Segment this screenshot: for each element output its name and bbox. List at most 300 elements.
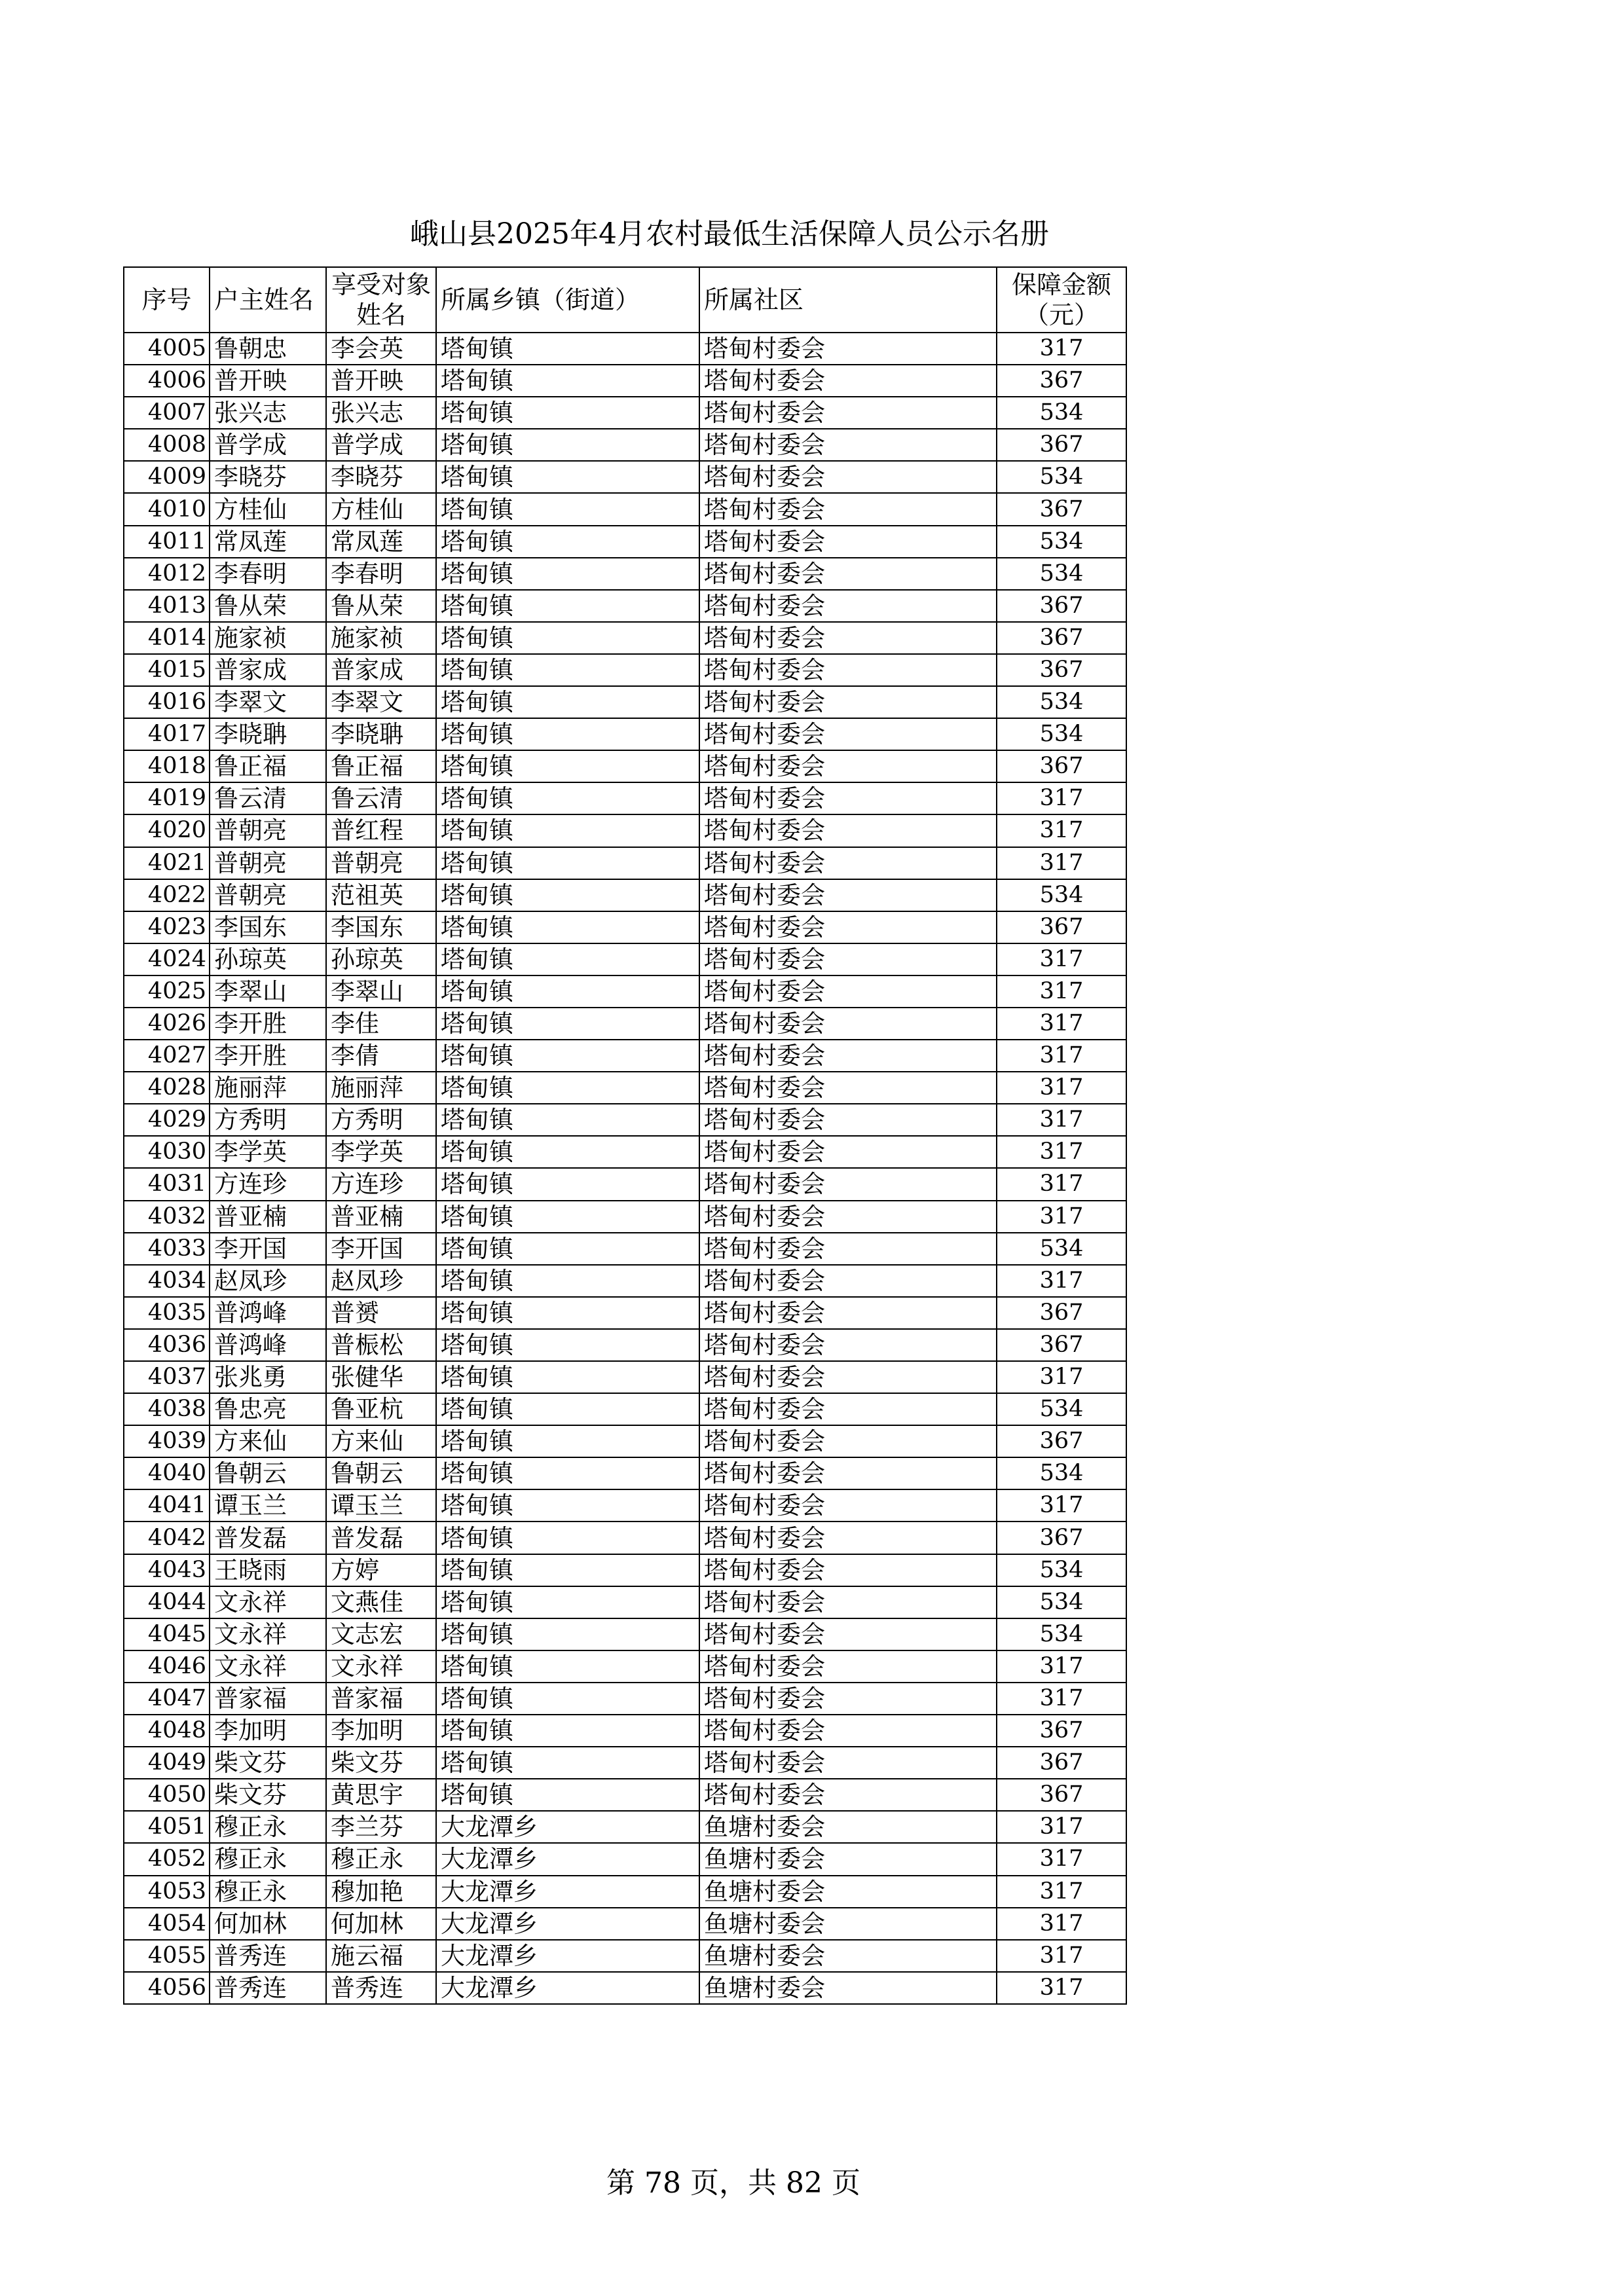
serial-cell: 4016 (124, 686, 210, 718)
township-cell: 塔甸镇 (436, 975, 699, 1008)
amount-cell: 317 (997, 1940, 1126, 1972)
household-head-cell: 赵凤珍 (210, 1265, 326, 1297)
community-cell: 塔甸村委会 (699, 814, 997, 847)
community-cell: 塔甸村委会 (699, 1104, 997, 1136)
amount-cell: 367 (997, 911, 1126, 943)
household-head-cell: 李晓芬 (210, 461, 326, 493)
household-head-cell: 李翠文 (210, 686, 326, 718)
household-head-cell: 穆正永 (210, 1876, 326, 1908)
amount-cell: 367 (997, 654, 1126, 686)
table-row (124, 1201, 1126, 1233)
community-cell: 塔甸村委会 (699, 590, 997, 622)
household-head-cell: 普朝亮 (210, 879, 326, 911)
table-row (124, 943, 1126, 975)
serial-cell: 4024 (124, 943, 210, 975)
serial-cell: 4018 (124, 750, 210, 782)
beneficiary-cell: 普桭松 (326, 1329, 436, 1361)
serial-cell: 4050 (124, 1779, 210, 1811)
serial-cell: 4023 (124, 911, 210, 943)
community-cell: 塔甸村委会 (699, 365, 997, 397)
community-cell: 塔甸村委会 (699, 911, 997, 943)
community-cell: 塔甸村委会 (699, 1297, 997, 1329)
table-row (124, 782, 1126, 814)
household-head-cell: 普学成 (210, 429, 326, 461)
serial-cell: 4052 (124, 1843, 210, 1875)
township-cell: 大龙潭乡 (436, 1811, 699, 1843)
community-cell: 塔甸村委会 (699, 493, 997, 525)
township-cell: 塔甸镇 (436, 622, 699, 654)
amount-cell: 367 (997, 1779, 1126, 1811)
serial-cell: 4029 (124, 1104, 210, 1136)
household-head-cell: 普鸿峰 (210, 1297, 326, 1329)
township-cell: 塔甸镇 (436, 558, 699, 590)
table-row (124, 1393, 1126, 1425)
table-row (124, 1297, 1126, 1329)
serial-cell: 4042 (124, 1522, 210, 1554)
beneficiary-cell: 普家成 (326, 654, 436, 686)
household-head-cell: 文永祥 (210, 1586, 326, 1618)
community-cell: 塔甸村委会 (699, 1361, 997, 1393)
amount-cell: 317 (997, 1876, 1126, 1908)
amount-cell: 317 (997, 1136, 1126, 1168)
community-cell: 塔甸村委会 (699, 1747, 997, 1779)
township-cell: 塔甸镇 (436, 1361, 699, 1393)
beneficiary-cell: 张兴志 (326, 397, 436, 429)
serial-cell: 4043 (124, 1554, 210, 1586)
table-row (124, 1650, 1126, 1683)
amount-cell: 317 (997, 1489, 1126, 1522)
amount-cell: 534 (997, 1233, 1126, 1265)
township-cell: 塔甸镇 (436, 590, 699, 622)
table-row (124, 1747, 1126, 1779)
table-row (124, 526, 1126, 558)
table-row (124, 1843, 1126, 1875)
household-head-cell: 施家祯 (210, 622, 326, 654)
household-head-cell: 普亚楠 (210, 1201, 326, 1233)
beneficiary-cell: 普家福 (326, 1683, 436, 1715)
header-beneficiary: 享受对象姓名 (326, 267, 436, 333)
household-head-cell: 普家成 (210, 654, 326, 686)
township-cell: 塔甸镇 (436, 1715, 699, 1747)
serial-cell: 4035 (124, 1297, 210, 1329)
beneficiary-cell: 鲁朝云 (326, 1457, 436, 1489)
amount-cell: 534 (997, 526, 1126, 558)
serial-cell: 4054 (124, 1908, 210, 1940)
amount-cell: 534 (997, 461, 1126, 493)
beneficiary-cell: 李翠山 (326, 975, 436, 1008)
serial-cell: 4047 (124, 1683, 210, 1715)
table-row (124, 558, 1126, 590)
household-head-cell: 普秀连 (210, 1972, 326, 2004)
amount-cell: 317 (997, 782, 1126, 814)
serial-cell: 4037 (124, 1361, 210, 1393)
beneficiary-cell: 李学英 (326, 1136, 436, 1168)
amount-cell: 367 (997, 365, 1126, 397)
community-cell: 塔甸村委会 (699, 1040, 997, 1072)
household-head-cell: 鲁从荣 (210, 590, 326, 622)
beneficiary-cell: 穆正永 (326, 1843, 436, 1875)
beneficiary-cell: 鲁从荣 (326, 590, 436, 622)
serial-cell: 4014 (124, 622, 210, 654)
township-cell: 塔甸镇 (436, 493, 699, 525)
table-row (124, 1361, 1126, 1393)
table-row (124, 493, 1126, 525)
serial-cell: 4005 (124, 333, 210, 365)
beneficiary-cell: 李晓芬 (326, 461, 436, 493)
serial-cell: 4020 (124, 814, 210, 847)
township-cell: 塔甸镇 (436, 1489, 699, 1522)
header-household-head: 户主姓名 (210, 267, 326, 333)
amount-cell: 367 (997, 1329, 1126, 1361)
amount-cell: 534 (997, 1393, 1126, 1425)
community-cell: 塔甸村委会 (699, 1233, 997, 1265)
beneficiary-cell: 常凤莲 (326, 526, 436, 558)
amount-cell: 534 (997, 718, 1126, 750)
serial-cell: 4039 (124, 1425, 210, 1457)
table-row (124, 461, 1126, 493)
serial-cell: 4056 (124, 1972, 210, 2004)
serial-cell: 4019 (124, 782, 210, 814)
township-cell: 塔甸镇 (436, 1201, 699, 1233)
township-cell: 塔甸镇 (436, 1072, 699, 1104)
table-row (124, 1618, 1126, 1650)
township-cell: 塔甸镇 (436, 1168, 699, 1200)
household-head-cell: 李开胜 (210, 1008, 326, 1040)
township-cell: 塔甸镇 (436, 1683, 699, 1715)
table-row (124, 1168, 1126, 1200)
community-cell: 塔甸村委会 (699, 1554, 997, 1586)
household-head-cell: 鲁忠亮 (210, 1393, 326, 1425)
beneficiary-cell: 张健华 (326, 1361, 436, 1393)
serial-cell: 4025 (124, 975, 210, 1008)
household-head-cell: 李开国 (210, 1233, 326, 1265)
household-head-cell: 谭玉兰 (210, 1489, 326, 1522)
community-cell: 塔甸村委会 (699, 654, 997, 686)
township-cell: 塔甸镇 (436, 1747, 699, 1779)
serial-cell: 4008 (124, 429, 210, 461)
household-head-cell: 王晓雨 (210, 1554, 326, 1586)
table-body (124, 333, 1126, 2004)
beneficiary-cell: 赵凤珍 (326, 1265, 436, 1297)
community-cell: 塔甸村委会 (699, 429, 997, 461)
township-cell: 塔甸镇 (436, 461, 699, 493)
township-cell: 塔甸镇 (436, 1586, 699, 1618)
table-row (124, 1522, 1126, 1554)
serial-cell: 4026 (124, 1008, 210, 1040)
community-cell: 鱼塘村委会 (699, 1908, 997, 1940)
community-cell: 塔甸村委会 (699, 1457, 997, 1489)
household-head-cell: 李翠山 (210, 975, 326, 1008)
beneficiary-cell: 何加林 (326, 1908, 436, 1940)
township-cell: 大龙潭乡 (436, 1876, 699, 1908)
beneficiary-cell: 普朝亮 (326, 847, 436, 879)
table-row (124, 1040, 1126, 1072)
beneficiary-cell: 鲁正福 (326, 750, 436, 782)
serial-cell: 4034 (124, 1265, 210, 1297)
table-row (124, 1265, 1126, 1297)
beneficiary-cell: 施家祯 (326, 622, 436, 654)
household-head-cell: 李国东 (210, 911, 326, 943)
township-cell: 塔甸镇 (436, 1779, 699, 1811)
township-cell: 塔甸镇 (436, 1265, 699, 1297)
beneficiary-cell: 李佳 (326, 1008, 436, 1040)
township-cell: 塔甸镇 (436, 1297, 699, 1329)
household-head-cell: 普朝亮 (210, 814, 326, 847)
township-cell: 塔甸镇 (436, 1233, 699, 1265)
household-head-cell: 普开映 (210, 365, 326, 397)
amount-cell: 367 (997, 1297, 1126, 1329)
beneficiary-cell: 孙琼英 (326, 943, 436, 975)
table-row (124, 1008, 1126, 1040)
table-row (124, 1233, 1126, 1265)
amount-cell: 534 (997, 686, 1126, 718)
table-row (124, 622, 1126, 654)
township-cell: 塔甸镇 (436, 911, 699, 943)
household-head-cell: 柴文芬 (210, 1779, 326, 1811)
household-head-cell: 鲁正福 (210, 750, 326, 782)
community-cell: 塔甸村委会 (699, 943, 997, 975)
serial-cell: 4022 (124, 879, 210, 911)
beneficiary-cell: 李国东 (326, 911, 436, 943)
beneficiary-cell: 李翠文 (326, 686, 436, 718)
community-cell: 塔甸村委会 (699, 1136, 997, 1168)
amount-cell: 534 (997, 1457, 1126, 1489)
table-row (124, 750, 1126, 782)
household-head-cell: 张兴志 (210, 397, 326, 429)
community-cell: 塔甸村委会 (699, 782, 997, 814)
household-head-cell: 普秀连 (210, 1940, 326, 1972)
amount-cell: 367 (997, 1747, 1126, 1779)
beneficiary-cell: 李加明 (326, 1715, 436, 1747)
township-cell: 塔甸镇 (436, 686, 699, 718)
serial-cell: 4032 (124, 1201, 210, 1233)
beneficiary-cell: 方秀明 (326, 1104, 436, 1136)
community-cell: 鱼塘村委会 (699, 1843, 997, 1875)
community-cell: 塔甸村委会 (699, 526, 997, 558)
community-cell: 塔甸村委会 (699, 1072, 997, 1104)
table-row (124, 1457, 1126, 1489)
serial-cell: 4027 (124, 1040, 210, 1072)
community-cell: 塔甸村委会 (699, 1265, 997, 1297)
amount-cell: 534 (997, 1586, 1126, 1618)
table-row (124, 590, 1126, 622)
township-cell: 塔甸镇 (436, 782, 699, 814)
amount-cell: 317 (997, 1972, 1126, 2004)
table-row (124, 1489, 1126, 1522)
beneficiary-cell: 鲁云清 (326, 782, 436, 814)
beneficiary-cell: 方来仙 (326, 1425, 436, 1457)
serial-cell: 4011 (124, 526, 210, 558)
beneficiary-cell: 普红程 (326, 814, 436, 847)
table-row (124, 1329, 1126, 1361)
beneficiary-cell: 方连珍 (326, 1168, 436, 1200)
community-cell: 塔甸村委会 (699, 718, 997, 750)
table-row (124, 365, 1126, 397)
header-community: 所属社区 (699, 267, 997, 333)
township-cell: 塔甸镇 (436, 879, 699, 911)
beneficiary-cell: 文志宏 (326, 1618, 436, 1650)
township-cell: 塔甸镇 (436, 943, 699, 975)
beneficiary-cell: 范祖英 (326, 879, 436, 911)
beneficiary-cell: 李兰芬 (326, 1811, 436, 1843)
serial-cell: 4028 (124, 1072, 210, 1104)
serial-cell: 4044 (124, 1586, 210, 1618)
beneficiary-cell: 李春明 (326, 558, 436, 590)
table-row (124, 1972, 1126, 2004)
household-head-cell: 张兆勇 (210, 1361, 326, 1393)
table-row (124, 397, 1126, 429)
serial-cell: 4045 (124, 1618, 210, 1650)
township-cell: 大龙潭乡 (436, 1972, 699, 2004)
beneficiary-cell: 普赟 (326, 1297, 436, 1329)
amount-cell: 317 (997, 943, 1126, 975)
township-cell: 塔甸镇 (436, 1554, 699, 1586)
amount-cell: 534 (997, 1554, 1126, 1586)
serial-cell: 4049 (124, 1747, 210, 1779)
serial-cell: 4036 (124, 1329, 210, 1361)
township-cell: 塔甸镇 (436, 814, 699, 847)
beneficiary-cell: 施云福 (326, 1940, 436, 1972)
table-row (124, 879, 1126, 911)
township-cell: 塔甸镇 (436, 654, 699, 686)
table-row (124, 1072, 1126, 1104)
amount-cell: 317 (997, 1040, 1126, 1072)
township-cell: 塔甸镇 (436, 429, 699, 461)
community-cell: 塔甸村委会 (699, 1779, 997, 1811)
community-cell: 塔甸村委会 (699, 622, 997, 654)
community-cell: 塔甸村委会 (699, 1586, 997, 1618)
table-row (124, 1779, 1126, 1811)
amount-cell: 534 (997, 397, 1126, 429)
amount-cell: 367 (997, 750, 1126, 782)
table-row (124, 686, 1126, 718)
serial-cell: 4046 (124, 1650, 210, 1683)
table-row (124, 429, 1126, 461)
township-cell: 塔甸镇 (436, 1008, 699, 1040)
township-cell: 塔甸镇 (436, 1522, 699, 1554)
community-cell: 鱼塘村委会 (699, 1811, 997, 1843)
household-head-cell: 穆正永 (210, 1843, 326, 1875)
township-cell: 塔甸镇 (436, 1040, 699, 1072)
amount-cell: 317 (997, 1168, 1126, 1200)
township-cell: 塔甸镇 (436, 1425, 699, 1457)
serial-cell: 4055 (124, 1940, 210, 1972)
household-head-cell: 普鸿峰 (210, 1329, 326, 1361)
serial-cell: 4015 (124, 654, 210, 686)
township-cell: 塔甸镇 (436, 718, 699, 750)
table-row (124, 1715, 1126, 1747)
amount-cell: 317 (997, 814, 1126, 847)
community-cell: 塔甸村委会 (699, 1008, 997, 1040)
community-cell: 塔甸村委会 (699, 1329, 997, 1361)
community-cell: 塔甸村委会 (699, 750, 997, 782)
township-cell: 塔甸镇 (436, 1329, 699, 1361)
table-row (124, 847, 1126, 879)
community-cell: 鱼塘村委会 (699, 1940, 997, 1972)
beneficiary-cell: 普发磊 (326, 1522, 436, 1554)
household-head-cell: 常凤莲 (210, 526, 326, 558)
household-head-cell: 李春明 (210, 558, 326, 590)
household-head-cell: 文永祥 (210, 1618, 326, 1650)
table-row (124, 1908, 1126, 1940)
township-cell: 塔甸镇 (436, 750, 699, 782)
beneficiary-cell: 普学成 (326, 429, 436, 461)
beneficiary-cell: 普秀连 (326, 1972, 436, 2004)
township-cell: 塔甸镇 (436, 365, 699, 397)
table-row (124, 1586, 1126, 1618)
township-cell: 大龙潭乡 (436, 1940, 699, 1972)
table-header-row (124, 267, 1126, 333)
township-cell: 大龙潭乡 (436, 1843, 699, 1875)
household-head-cell: 普发磊 (210, 1522, 326, 1554)
beneficiary-cell: 普亚楠 (326, 1201, 436, 1233)
serial-cell: 4051 (124, 1811, 210, 1843)
amount-cell: 317 (997, 1908, 1126, 1940)
amount-cell: 367 (997, 1522, 1126, 1554)
amount-cell: 367 (997, 493, 1126, 525)
amount-cell: 317 (997, 1650, 1126, 1683)
community-cell: 鱼塘村委会 (699, 1876, 997, 1908)
serial-cell: 4053 (124, 1876, 210, 1908)
serial-cell: 4038 (124, 1393, 210, 1425)
amount-cell: 317 (997, 1072, 1126, 1104)
household-head-cell: 李加明 (210, 1715, 326, 1747)
community-cell: 鱼塘村委会 (699, 1972, 997, 2004)
beneficiary-cell: 方婷 (326, 1554, 436, 1586)
beneficiary-cell: 柴文芬 (326, 1747, 436, 1779)
community-cell: 塔甸村委会 (699, 1715, 997, 1747)
amount-cell: 317 (997, 1683, 1126, 1715)
amount-cell: 534 (997, 879, 1126, 911)
household-head-cell: 方秀明 (210, 1104, 326, 1136)
beneficiary-cell: 施丽萍 (326, 1072, 436, 1104)
amount-cell: 367 (997, 590, 1126, 622)
household-head-cell: 普朝亮 (210, 847, 326, 879)
community-cell: 塔甸村委会 (699, 1393, 997, 1425)
household-head-cell: 鲁云清 (210, 782, 326, 814)
amount-cell: 317 (997, 847, 1126, 879)
beneficiary-cell: 文燕佳 (326, 1586, 436, 1618)
amount-cell: 317 (997, 333, 1126, 365)
household-head-cell: 方来仙 (210, 1425, 326, 1457)
serial-cell: 4007 (124, 397, 210, 429)
household-head-cell: 何加林 (210, 1908, 326, 1940)
serial-cell: 4021 (124, 847, 210, 879)
table-row (124, 911, 1126, 943)
serial-cell: 4031 (124, 1168, 210, 1200)
community-cell: 塔甸村委会 (699, 1489, 997, 1522)
community-cell: 塔甸村委会 (699, 1425, 997, 1457)
township-cell: 塔甸镇 (436, 1136, 699, 1168)
township-cell: 塔甸镇 (436, 1104, 699, 1136)
beneficiary-cell: 穆加艳 (326, 1876, 436, 1908)
household-head-cell: 李开胜 (210, 1040, 326, 1072)
serial-cell: 4010 (124, 493, 210, 525)
table-row (124, 718, 1126, 750)
amount-cell: 317 (997, 1843, 1126, 1875)
community-cell: 塔甸村委会 (699, 847, 997, 879)
household-head-cell: 普家福 (210, 1683, 326, 1715)
township-cell: 塔甸镇 (436, 526, 699, 558)
beneficiary-cell: 黄思宇 (326, 1779, 436, 1811)
amount-cell: 317 (997, 1008, 1126, 1040)
household-head-cell: 李晓聃 (210, 718, 326, 750)
beneficiary-cell: 李晓聃 (326, 718, 436, 750)
beneficiary-cell: 文永祥 (326, 1650, 436, 1683)
serial-cell: 4006 (124, 365, 210, 397)
household-head-cell: 孙琼英 (210, 943, 326, 975)
document-title: 峨山县2025年4月农村最低生活保障人员公示名册 (410, 217, 1049, 251)
